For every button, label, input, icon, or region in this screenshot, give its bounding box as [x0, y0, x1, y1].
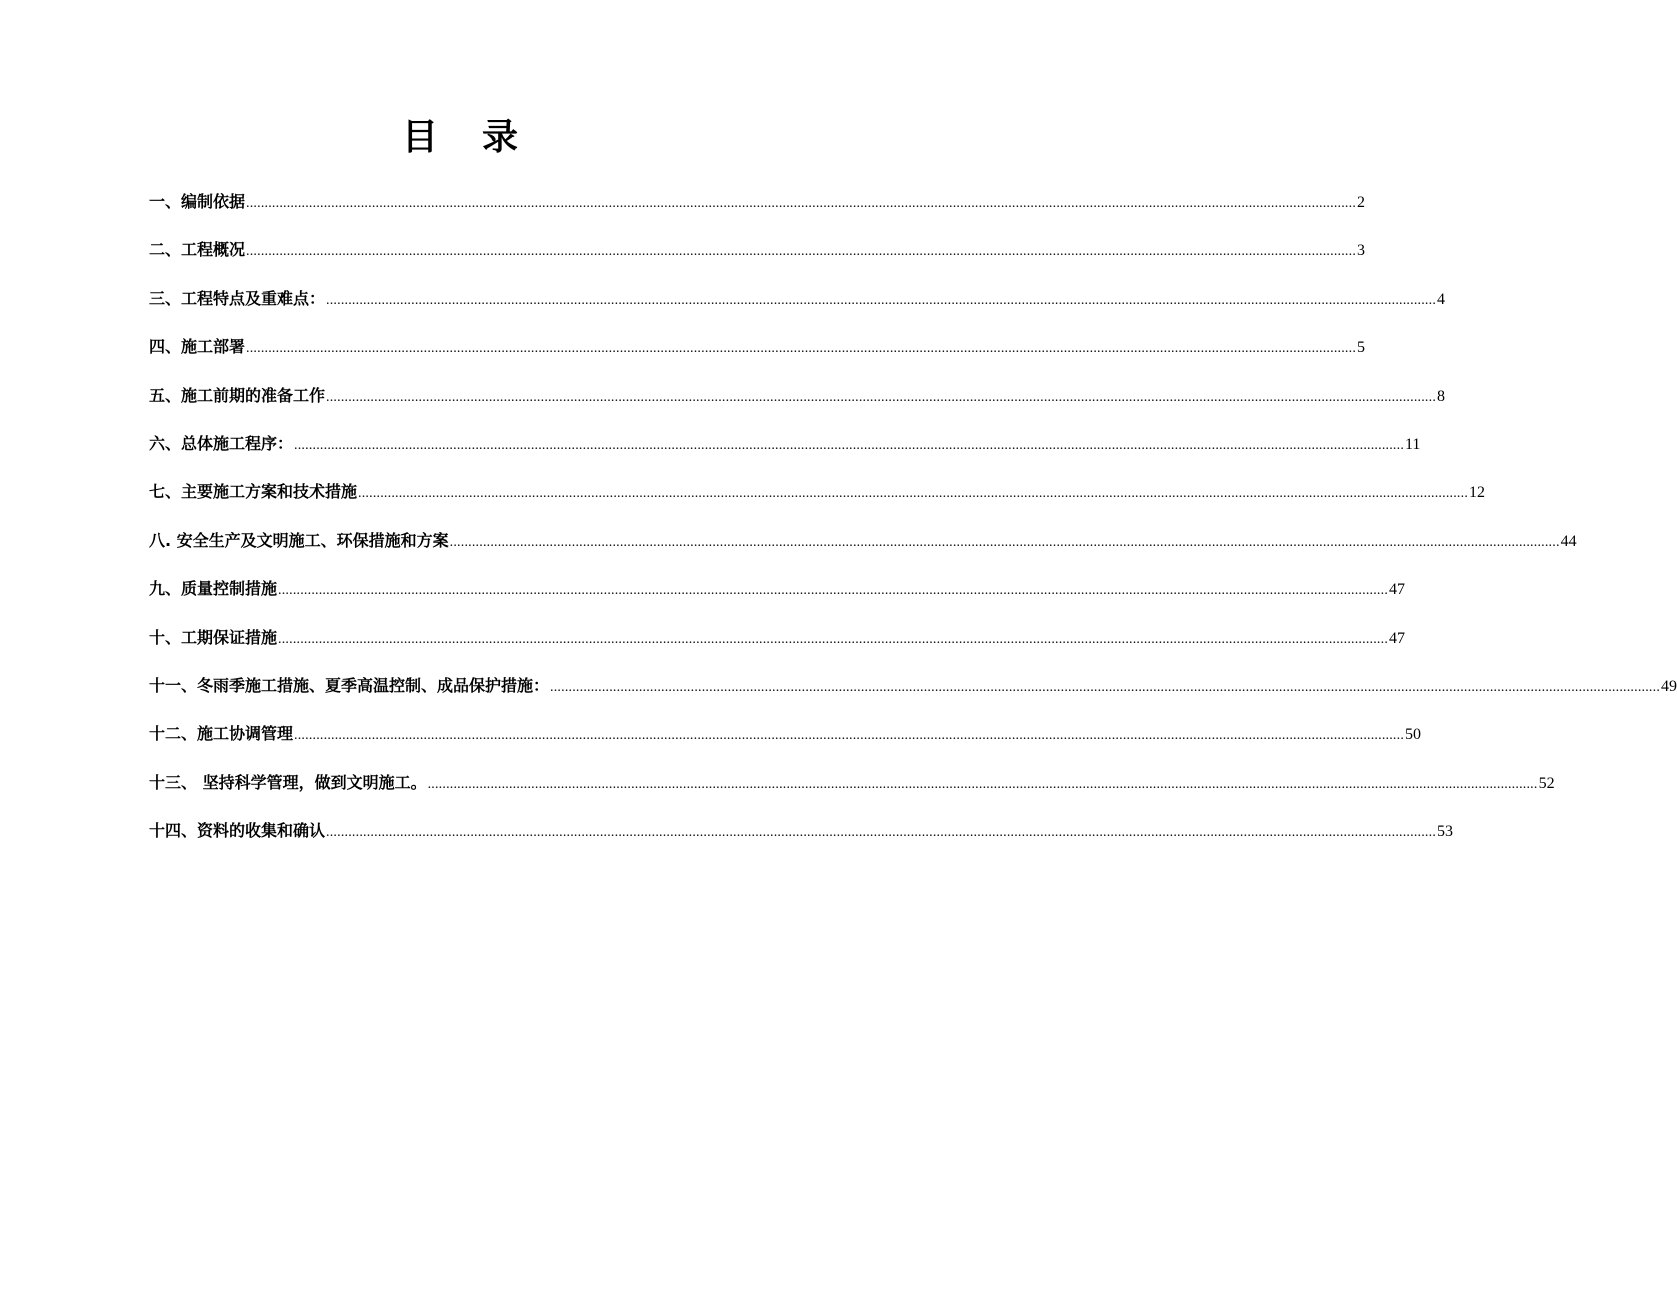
toc-entry[interactable]: [149, 380, 1446, 428]
toc-entry-page: 50: [1405, 726, 1422, 744]
toc-entry-page: 12: [1469, 484, 1486, 502]
toc-entry-label: 九、质量控制措施: [149, 579, 278, 599]
toc-entry[interactable]: [149, 670, 1677, 718]
toc-dot-leader: ............................................................................................................................................................................................................................................................................................................: [449, 534, 1560, 550]
toc-entry-label: 十、工期保证措施: [149, 627, 278, 647]
toc-entry[interactable]: [149, 718, 1422, 766]
toc-entry[interactable]: [149, 283, 1446, 331]
toc-entry-label: 四、施工部署: [149, 337, 246, 357]
toc-entry-page: 2: [1357, 194, 1366, 211]
toc-entry[interactable]: [149, 476, 1486, 524]
toc-entry-page: 44: [1560, 532, 1577, 550]
toc-dot-leader: ............................................................................................................................................................................................................................................................................................................: [278, 583, 1389, 599]
toc-entry-label: 五、施工前期的准备工作: [149, 385, 326, 405]
toc-entry[interactable]: [149, 428, 1421, 476]
toc-entry-label: 一、编制依据: [149, 192, 246, 211]
toc-entry-label: 十一、冬雨季施工措施、夏季高温控制、成品保护措施：: [149, 675, 550, 695]
toc-entry-page: 5: [1357, 339, 1366, 357]
toc-entry-page: 47: [1389, 581, 1406, 599]
toc-entry[interactable]: [149, 234, 1366, 282]
toc-entry-page: 49: [1661, 677, 1677, 695]
toc-dot-leader: ............................................................................................................................................................................................................................................................................................................: [246, 244, 1357, 260]
toc-entry-label: 七、主要施工方案和技术措施: [149, 482, 358, 502]
toc-entry[interactable]: [149, 622, 1406, 670]
toc-entry-page: 3: [1357, 242, 1366, 260]
toc-entry-label: 十四、资料的收集和确认: [149, 821, 326, 841]
toc-entry-page: 8: [1437, 387, 1446, 405]
toc-dot-leader: ............................................................................................................................................................................................................................................................................................................: [278, 631, 1389, 647]
toc-dot-leader: ............................................................................................................................................................................................................................................................................................................: [550, 679, 1661, 695]
toc-dot-leader: ............................................................................................................................................................................................................................................................................................................: [326, 389, 1437, 405]
toc-entry[interactable]: [149, 573, 1406, 621]
toc-entry-label: 二、工程概况: [149, 240, 246, 260]
toc-entry[interactable]: [149, 767, 1555, 815]
toc-title: 目录: [401, 117, 562, 158]
toc-dot-leader: ............................................................................................................................................................................................................................................................................................................: [294, 437, 1405, 453]
toc-entry[interactable]: [149, 815, 1454, 863]
toc-entry-page: 53: [1437, 823, 1454, 841]
toc-entry-label: 八. 安全生产及文明施工、环保措施和方案: [149, 530, 449, 550]
toc-dot-leader: ............................................................................................................................................................................................................................................................................................................: [294, 728, 1405, 744]
toc-dot-leader: ............................................................................................................................................................................................................................................................................................................: [358, 486, 1469, 502]
toc-entry-page: 52: [1538, 774, 1555, 792]
toc-dot-leader: ............................................................................................................................................................................................................................................................................................................: [326, 825, 1437, 841]
toc-list: [149, 186, 1677, 863]
toc-entry[interactable]: [149, 186, 1366, 234]
toc-entry-label: 六、总体施工程序：: [149, 433, 294, 453]
toc-entry-page: 47: [1389, 629, 1406, 647]
toc-entry-page: 4: [1437, 290, 1446, 308]
toc-entry-label: 十三、 坚持科学管理，做到文明施工。: [149, 772, 427, 792]
toc-entry[interactable]: [149, 331, 1366, 379]
toc-dot-leader: ............................................................................................................................................................................................................................................................................................................: [246, 196, 1357, 211]
toc-entry-page: 11: [1405, 435, 1421, 453]
toc-dot-leader: ............................................................................................................................................................................................................................................................................................................: [326, 292, 1437, 308]
toc-entry[interactable]: [149, 525, 1577, 573]
toc-entry-label: 十二、施工协调管理: [149, 724, 294, 744]
toc-entry-label: 三、工程特点及重难点：: [149, 288, 326, 308]
toc-dot-leader: ............................................................................................................................................................................................................................................................................................................: [246, 341, 1357, 357]
toc-dot-leader: ............................................................................................................................................................................................................................................................................................................: [427, 776, 1538, 792]
